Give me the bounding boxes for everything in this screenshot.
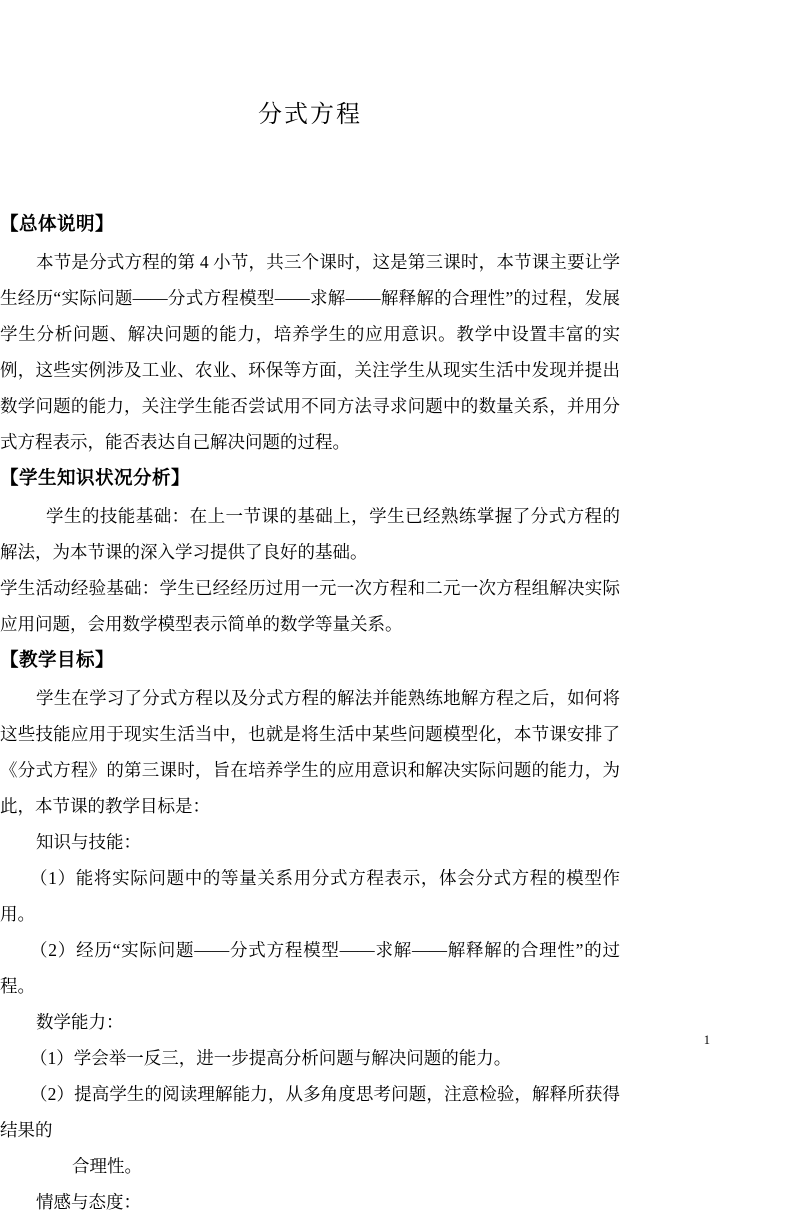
section-heading-teaching-objectives: 【教学目标】 — [0, 651, 115, 671]
section-heading-student-knowledge-analysis: 【学生知识状况分析】 — [0, 469, 191, 489]
list-item-ability-1: （1）学会举一反三，进一步提高分析问题与解决问题的能力。 — [30, 1048, 512, 1068]
list-item-ability-2: （2）提高学生的阅读理解能力，从多角度思考问题，注意检验，解释所获得结果的 — [0, 1084, 620, 1140]
group-label-knowledge-and-skills: 知识与技能： — [36, 832, 141, 852]
list-item-ability-2-continuation: 合理性。 — [72, 1156, 142, 1176]
group-label-feelings-and-attitudes: 情感与态度： — [36, 1192, 141, 1212]
page-number: 1 — [703, 1033, 710, 1047]
list-item-knowledge-2: （2）经历“实际问题——分式方程模型——求解——解释解的合理性”的过程。 — [0, 940, 620, 996]
list-item-knowledge-1: （1）能将实际问题中的等量关系用分式方程表示，体会分式方程的模型作用。 — [0, 868, 620, 924]
paragraph-overall-description: 本节是分式方程的第 4 小节，共三个课时，这是第三课时，本节课主要让学生经历“实际问题——分式方程模型——求解——解释解的合理性”的过程，发展学生分析问题、解决问题的能力，培养学生的应用意识。教学中设置丰富的实例，这些实例涉及工业、农业、环保等方面，关注学生从现实生活中发现并提出数学问题的能力，关注学生能否尝试用不同方法寻求问题中的数量关系，并用分式方程表示，能否表达自己解决问题的过程。 — [0, 252, 620, 452]
paragraph-skill-foundation: 学生的技能基础：在上一节课的基础上，学生已经熟练掌握了分式方程的解法，为本节课的深入学习提供了良好的基础。 — [0, 506, 620, 562]
group-label-mathematical-ability: 数学能力： — [36, 1012, 124, 1032]
page-title: 分式方程 — [258, 102, 362, 128]
paragraph-activity-experience-foundation: 学生活动经验基础：学生已经经历过用一元一次方程和二元一次方程组解决实际应用问题，会用数学模型表示简单的数学等量关系。 — [0, 578, 620, 634]
document-body — [0, 206, 620, 1220]
section-heading-overall-description: 【总体说明】 — [0, 215, 115, 235]
paragraph-teaching-objectives-intro: 学生在学习了分式方程以及分式方程的解法并能熟练地解方程之后，如何将这些技能应用于现实生活当中，也就是将生活中某些问题模型化，本节课安排了《分式方程》的第三课时，旨在培养学生的应用意识和解决实际问题的能力，为此，本节课的教学目标是： — [0, 688, 620, 816]
